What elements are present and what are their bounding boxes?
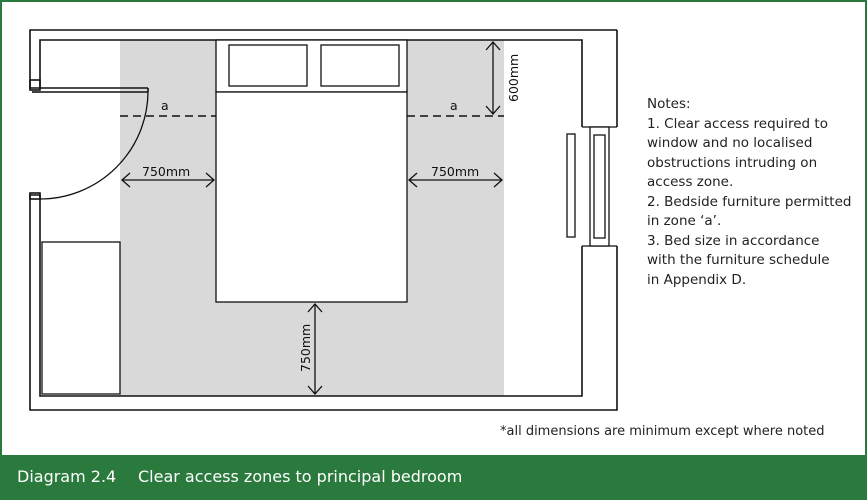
notes-panel (647, 95, 862, 290)
window (567, 127, 617, 246)
dimension-right-label: 750mm (431, 164, 480, 179)
zone-a-label-left: a (161, 98, 169, 113)
note-line: access zone. (647, 174, 734, 190)
caption-bar (0, 455, 867, 500)
zone-a-label-right: a (450, 98, 458, 113)
pillow (321, 45, 399, 86)
note-line: 1. Clear access required to (647, 115, 828, 132)
diagram-title: Clear access zones to principal bedroom (138, 467, 463, 486)
note-line: in zone ‘a’. (647, 213, 722, 229)
dimension-foot-label: 750mm (298, 323, 313, 372)
note-line: 2. Bedside furniture permitted (647, 193, 852, 210)
note-line: obstructions intruding on (647, 154, 818, 171)
note-line: in Appendix D. (647, 271, 747, 288)
note-line: 3. Bed size in accordance (647, 232, 820, 249)
dimension-left-label: 750mm (142, 164, 191, 179)
note-line: window and no localised (647, 135, 813, 151)
bed (216, 40, 407, 302)
diagram-number: Diagram 2.4 (17, 467, 117, 486)
wardrobe (42, 242, 120, 394)
pillow (229, 45, 307, 86)
notes-title: Notes: (647, 96, 691, 112)
note-line: with the furniture schedule (647, 252, 830, 268)
dimension-head-label: 600mm (506, 53, 521, 102)
footnote: *all dimensions are minimum except where noted (500, 424, 825, 439)
